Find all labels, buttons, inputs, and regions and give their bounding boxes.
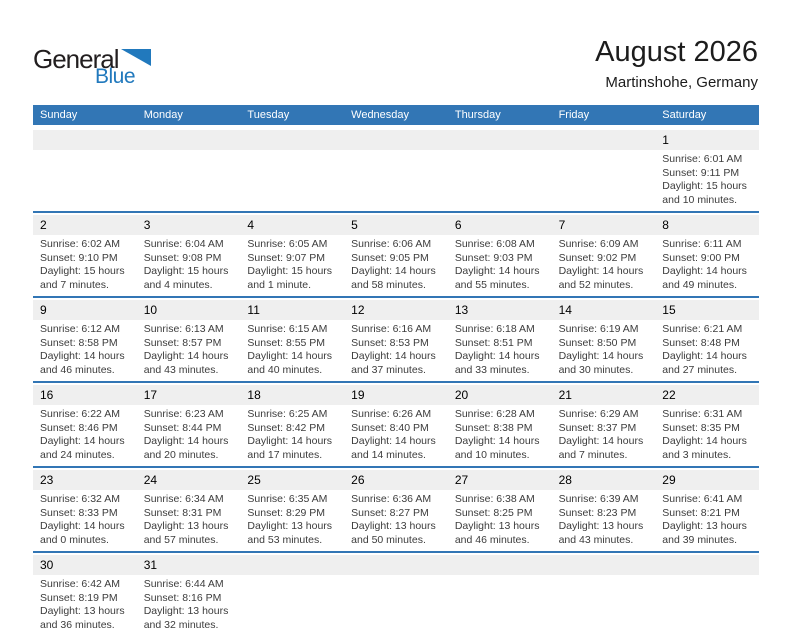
day-info-line: Sunset: 8:48 PM (662, 336, 740, 349)
day-info-line: Sunrise: 6:12 AM (40, 323, 120, 335)
day-info-line: Sunset: 8:51 PM (454, 336, 533, 349)
calendar-day-cell (655, 130, 759, 211)
day-info-line: Daylight: 14 hours (454, 350, 540, 362)
calendar-day-cell (552, 470, 656, 551)
day-info-line: and 39 minutes. (662, 533, 737, 546)
day-info-line: and 36 minutes. (40, 618, 115, 631)
day-info (448, 405, 552, 462)
day-info-line: and 10 minutes. (662, 193, 737, 206)
day-info-line: Sunset: 9:11 PM (662, 166, 740, 179)
day-info-line: Sunset: 8:53 PM (351, 336, 429, 349)
day-info (240, 405, 344, 462)
calendar-day-cell (655, 300, 759, 381)
day-info-line: Sunset: 8:44 PM (143, 421, 222, 434)
day-info-line: and 46 minutes. (454, 533, 530, 546)
calendar-day-cell (33, 215, 137, 296)
day-info-line: Daylight: 14 hours (143, 435, 229, 447)
calendar-day-cell (448, 300, 552, 381)
calendar-day-cell (448, 385, 552, 466)
calendar-empty-cell (552, 130, 656, 211)
day-info-line: Daylight: 14 hours (558, 265, 644, 277)
day-number: 31 (137, 555, 241, 575)
day-info-line: and 7 minutes. (40, 278, 109, 291)
day-info-line: and 37 minutes. (351, 363, 426, 376)
day-number: 9 (33, 300, 137, 320)
day-info (655, 490, 759, 547)
day-info-line: Sunset: 8:55 PM (247, 336, 326, 349)
day-number: 24 (137, 470, 241, 490)
calendar-day-cell (655, 215, 759, 296)
day-info-line: Sunset: 8:37 PM (558, 421, 637, 434)
calendar-day-cell (137, 385, 241, 466)
day-info-line: Sunrise: 6:19 AM (558, 323, 639, 335)
day-info-line: Sunset: 8:23 PM (558, 506, 637, 519)
day-info-line: Daylight: 13 hours (143, 520, 229, 532)
day-info-line: Sunset: 9:02 PM (558, 251, 637, 264)
calendar-day-cell (552, 385, 656, 466)
day-info-line: Sunrise: 6:22 AM (40, 408, 120, 420)
day-info-line: Sunset: 8:27 PM (351, 506, 429, 519)
day-info (552, 490, 656, 547)
calendar-empty-cell (240, 555, 344, 636)
day-info-line: Daylight: 13 hours (351, 520, 436, 532)
day-info-line: Sunrise: 6:38 AM (454, 493, 535, 505)
day-info-line: and 0 minutes. (40, 533, 109, 546)
day-info-line: Sunset: 8:16 PM (143, 591, 222, 604)
calendar-empty-cell (448, 555, 552, 636)
calendar-week-row (33, 211, 759, 296)
calendar-empty-cell (344, 130, 448, 211)
calendar-table (33, 105, 759, 636)
day-info-line: and 27 minutes. (662, 363, 737, 376)
day-number: 3 (137, 215, 241, 235)
day-info-line: Sunset: 9:03 PM (454, 251, 533, 264)
day-number: 5 (344, 215, 448, 235)
day-info-line: Sunset: 8:33 PM (40, 506, 118, 519)
location-subtitle: Martinshohe, Germany (605, 74, 758, 91)
day-number: 27 (448, 470, 552, 490)
day-info (655, 150, 759, 207)
weekday-header-wednesday: Wednesday (351, 109, 410, 121)
day-info-line: Sunrise: 6:08 AM (454, 238, 535, 250)
weekday-header-row (33, 105, 759, 125)
day-info (33, 235, 137, 292)
day-info-line: Sunset: 9:05 PM (351, 251, 429, 264)
day-info-line: Daylight: 14 hours (662, 435, 747, 447)
day-info-line: Daylight: 14 hours (558, 350, 644, 362)
day-info (137, 405, 241, 462)
day-info (240, 490, 344, 547)
day-number (137, 130, 241, 150)
day-info-line: Sunset: 9:00 PM (662, 251, 740, 264)
day-info (137, 575, 241, 632)
day-info-line: Sunset: 8:58 PM (40, 336, 118, 349)
day-info-line: and 7 minutes. (558, 448, 628, 461)
day-number: 25 (240, 470, 344, 490)
day-info-line: and 10 minutes. (454, 448, 530, 461)
day-number: 6 (448, 215, 552, 235)
day-number: 4 (240, 215, 344, 235)
day-info-line: Sunrise: 6:11 AM (662, 238, 742, 250)
day-info-line: Sunrise: 6:13 AM (143, 323, 224, 335)
day-info-line: Daylight: 13 hours (40, 605, 125, 617)
day-info (448, 490, 552, 547)
calendar-week-row (33, 381, 759, 466)
day-info-line: Sunset: 8:50 PM (558, 336, 637, 349)
calendar-day-cell (137, 300, 241, 381)
logo-text-general: General (33, 44, 119, 74)
day-number: 17 (137, 385, 241, 405)
logo-text-blue: Blue (95, 65, 136, 88)
day-info-line: and 57 minutes. (143, 533, 219, 546)
day-info-line: Sunrise: 6:16 AM (351, 323, 432, 335)
day-info-line: Sunrise: 6:39 AM (558, 493, 639, 505)
day-info (552, 235, 656, 292)
calendar-day-cell (137, 555, 241, 636)
day-info (137, 320, 241, 377)
day-number: 21 (552, 385, 656, 405)
day-info-line: Daylight: 13 hours (558, 520, 644, 532)
day-info-line: Sunset: 9:08 PM (143, 251, 222, 264)
day-info-line: Sunrise: 6:02 AM (40, 238, 120, 250)
day-number: 29 (655, 470, 759, 490)
day-info-line: Sunrise: 6:35 AM (247, 493, 328, 505)
day-info-line: and 43 minutes. (143, 363, 219, 376)
day-info-line: Sunset: 8:29 PM (247, 506, 326, 519)
day-info (240, 320, 344, 377)
calendar-empty-cell (137, 130, 241, 211)
day-info-line: Daylight: 14 hours (247, 435, 333, 447)
calendar-week-row (33, 130, 759, 211)
calendar-day-cell (448, 215, 552, 296)
day-info-line: Sunrise: 6:26 AM (351, 408, 432, 420)
day-info-line: and 1 minute. (247, 278, 312, 291)
title-block (595, 36, 758, 91)
calendar-day-cell (552, 215, 656, 296)
day-info (344, 235, 448, 292)
day-info-line: Daylight: 14 hours (454, 435, 540, 447)
day-info-line: Daylight: 14 hours (662, 350, 747, 362)
day-number: 11 (240, 300, 344, 320)
day-info-line: Sunrise: 6:05 AM (247, 238, 328, 250)
calendar-day-cell (344, 300, 448, 381)
calendar-day-cell (33, 300, 137, 381)
day-info-line: Sunset: 8:40 PM (351, 421, 429, 434)
day-info-line: and 58 minutes. (351, 278, 426, 291)
day-info-line: Sunrise: 6:18 AM (454, 323, 535, 335)
day-info (655, 235, 759, 292)
day-number: 10 (137, 300, 241, 320)
day-info-line: Sunset: 8:21 PM (662, 506, 740, 519)
calendar-day-cell (137, 470, 241, 551)
day-info-line: Daylight: 14 hours (40, 520, 125, 532)
day-number: 30 (33, 555, 137, 575)
day-info-line: Daylight: 14 hours (40, 350, 125, 362)
day-info-line: and 49 minutes. (662, 278, 737, 291)
day-info-line: Sunrise: 6:29 AM (558, 408, 639, 420)
day-info (344, 405, 448, 462)
day-number (655, 555, 759, 575)
calendar-day-cell (33, 555, 137, 636)
calendar-empty-cell (448, 130, 552, 211)
calendar-day-cell (344, 470, 448, 551)
day-number (552, 130, 656, 150)
day-number (33, 130, 137, 150)
day-number: 22 (655, 385, 759, 405)
day-info (344, 320, 448, 377)
day-number: 8 (655, 215, 759, 235)
day-info-line: Sunrise: 6:25 AM (247, 408, 328, 420)
day-info-line: Sunset: 8:46 PM (40, 421, 118, 434)
calendar-week-row (33, 296, 759, 381)
calendar-day-cell (240, 385, 344, 466)
day-info-line: Daylight: 13 hours (662, 520, 747, 532)
calendar-day-cell (240, 215, 344, 296)
day-info-line: Sunrise: 6:41 AM (662, 493, 743, 505)
calendar-week-row (33, 551, 759, 636)
day-info-line: Sunrise: 6:06 AM (351, 238, 432, 250)
general-blue-logo (33, 46, 153, 88)
day-info-line: Sunrise: 6:21 AM (662, 323, 743, 335)
day-info (344, 490, 448, 547)
calendar-week-row (33, 466, 759, 551)
weekday-header-tuesday: Tuesday (247, 109, 290, 121)
day-number (448, 555, 552, 575)
day-info-line: and 43 minutes. (558, 533, 634, 546)
day-info-line: Sunrise: 6:01 AM (662, 153, 743, 165)
day-info-line: Sunrise: 6:28 AM (454, 408, 535, 420)
day-info-line: Sunrise: 6:31 AM (662, 408, 743, 420)
calendar-day-cell (240, 300, 344, 381)
day-number: 1 (655, 130, 759, 150)
day-info-line: Sunset: 8:38 PM (454, 421, 533, 434)
page-title: August 2026 (595, 36, 758, 68)
calendar-empty-cell (344, 555, 448, 636)
day-info (655, 405, 759, 462)
day-info-line: Daylight: 15 hours (40, 265, 125, 277)
day-info-line: Daylight: 14 hours (247, 350, 333, 362)
day-number: 14 (552, 300, 656, 320)
day-info-line: and 50 minutes. (351, 533, 426, 546)
day-number (344, 555, 448, 575)
day-info-line: and 17 minutes. (247, 448, 323, 461)
calendar-day-cell (33, 385, 137, 466)
day-info-line: and 40 minutes. (247, 363, 323, 376)
calendar-empty-cell (552, 555, 656, 636)
calendar-day-cell (137, 215, 241, 296)
day-info-line: Daylight: 15 hours (662, 180, 747, 192)
calendar-day-cell (655, 385, 759, 466)
day-info-line: Sunrise: 6:36 AM (351, 493, 432, 505)
day-info (33, 575, 137, 632)
day-info-line: and 4 minutes. (143, 278, 213, 291)
day-number: 26 (344, 470, 448, 490)
day-info-line: and 30 minutes. (558, 363, 634, 376)
day-info-line: Daylight: 15 hours (143, 265, 229, 277)
calendar-day-cell (552, 300, 656, 381)
day-number (448, 130, 552, 150)
day-info (240, 235, 344, 292)
day-info (33, 320, 137, 377)
day-info-line: and 33 minutes. (454, 363, 530, 376)
day-number: 20 (448, 385, 552, 405)
day-number: 23 (33, 470, 137, 490)
day-info-line: Sunrise: 6:44 AM (143, 578, 224, 590)
day-info (655, 320, 759, 377)
calendar-day-cell (240, 470, 344, 551)
day-info (552, 320, 656, 377)
day-info-line: Daylight: 14 hours (558, 435, 644, 447)
day-info-line: Daylight: 13 hours (454, 520, 540, 532)
day-info-line: and 3 minutes. (662, 448, 732, 461)
day-number (240, 555, 344, 575)
day-info (552, 405, 656, 462)
day-info-line: and 53 minutes. (247, 533, 323, 546)
calendar-weeks (33, 130, 759, 636)
day-info (33, 405, 137, 462)
day-info-line: and 55 minutes. (454, 278, 530, 291)
day-info (448, 235, 552, 292)
day-info-line: Sunrise: 6:34 AM (143, 493, 224, 505)
day-info-line: Sunrise: 6:09 AM (558, 238, 639, 250)
calendar-day-cell (448, 470, 552, 551)
day-number (552, 555, 656, 575)
day-info-line: Daylight: 14 hours (351, 435, 436, 447)
calendar-empty-cell (240, 130, 344, 211)
day-info-line: Sunset: 8:31 PM (143, 506, 222, 519)
day-info-line: Daylight: 14 hours (351, 350, 436, 362)
day-info-line: Sunrise: 6:15 AM (247, 323, 328, 335)
day-info-line: Sunrise: 6:42 AM (40, 578, 120, 590)
day-info-line: Daylight: 14 hours (351, 265, 436, 277)
calendar-day-cell (344, 215, 448, 296)
day-info-line: and 20 minutes. (143, 448, 219, 461)
day-number (344, 130, 448, 150)
day-info-line: and 32 minutes. (143, 618, 219, 631)
day-number: 12 (344, 300, 448, 320)
weekday-header-sunday: Sunday (40, 109, 78, 121)
day-info-line: Sunset: 9:10 PM (40, 251, 118, 264)
day-info-line: and 52 minutes. (558, 278, 634, 291)
day-number: 28 (552, 470, 656, 490)
calendar-day-cell (344, 385, 448, 466)
day-number: 2 (33, 215, 137, 235)
calendar-day-cell (33, 470, 137, 551)
weekday-header-monday: Monday (143, 109, 183, 121)
day-number (240, 130, 344, 150)
day-info-line: Daylight: 13 hours (143, 605, 229, 617)
day-info-line: Sunset: 8:19 PM (40, 591, 118, 604)
day-info-line: Sunrise: 6:32 AM (40, 493, 120, 505)
day-info-line: Sunset: 8:35 PM (662, 421, 740, 434)
day-info (448, 320, 552, 377)
day-info-line: Daylight: 14 hours (143, 350, 229, 362)
day-info-line: and 24 minutes. (40, 448, 115, 461)
day-info (137, 490, 241, 547)
day-info-line: and 46 minutes. (40, 363, 115, 376)
day-number: 13 (448, 300, 552, 320)
day-info-line: Sunset: 8:42 PM (247, 421, 326, 434)
day-number: 18 (240, 385, 344, 405)
day-info-line: Sunset: 9:07 PM (247, 251, 326, 264)
day-info-line: Daylight: 15 hours (247, 265, 333, 277)
calendar-empty-cell (33, 130, 137, 211)
day-info-line: Sunset: 8:25 PM (454, 506, 533, 519)
day-number: 16 (33, 385, 137, 405)
calendar-day-cell (655, 470, 759, 551)
day-info-line: Daylight: 14 hours (454, 265, 540, 277)
day-info-line: and 14 minutes. (351, 448, 426, 461)
day-info-line: Sunset: 8:57 PM (143, 336, 222, 349)
calendar-empty-cell (655, 555, 759, 636)
day-info-line: Daylight: 13 hours (247, 520, 333, 532)
day-info (137, 235, 241, 292)
weekday-header-thursday: Thursday (454, 109, 501, 121)
day-number: 7 (552, 215, 656, 235)
day-info-line: Daylight: 14 hours (40, 435, 125, 447)
day-info-line: Sunrise: 6:04 AM (143, 238, 224, 250)
day-info (33, 490, 137, 547)
day-number: 15 (655, 300, 759, 320)
day-number: 19 (344, 385, 448, 405)
weekday-header-saturday: Saturday (662, 109, 707, 121)
day-info-line: Sunrise: 6:23 AM (143, 408, 224, 420)
weekday-header-friday: Friday (558, 109, 590, 121)
day-info-line: Daylight: 14 hours (662, 265, 747, 277)
